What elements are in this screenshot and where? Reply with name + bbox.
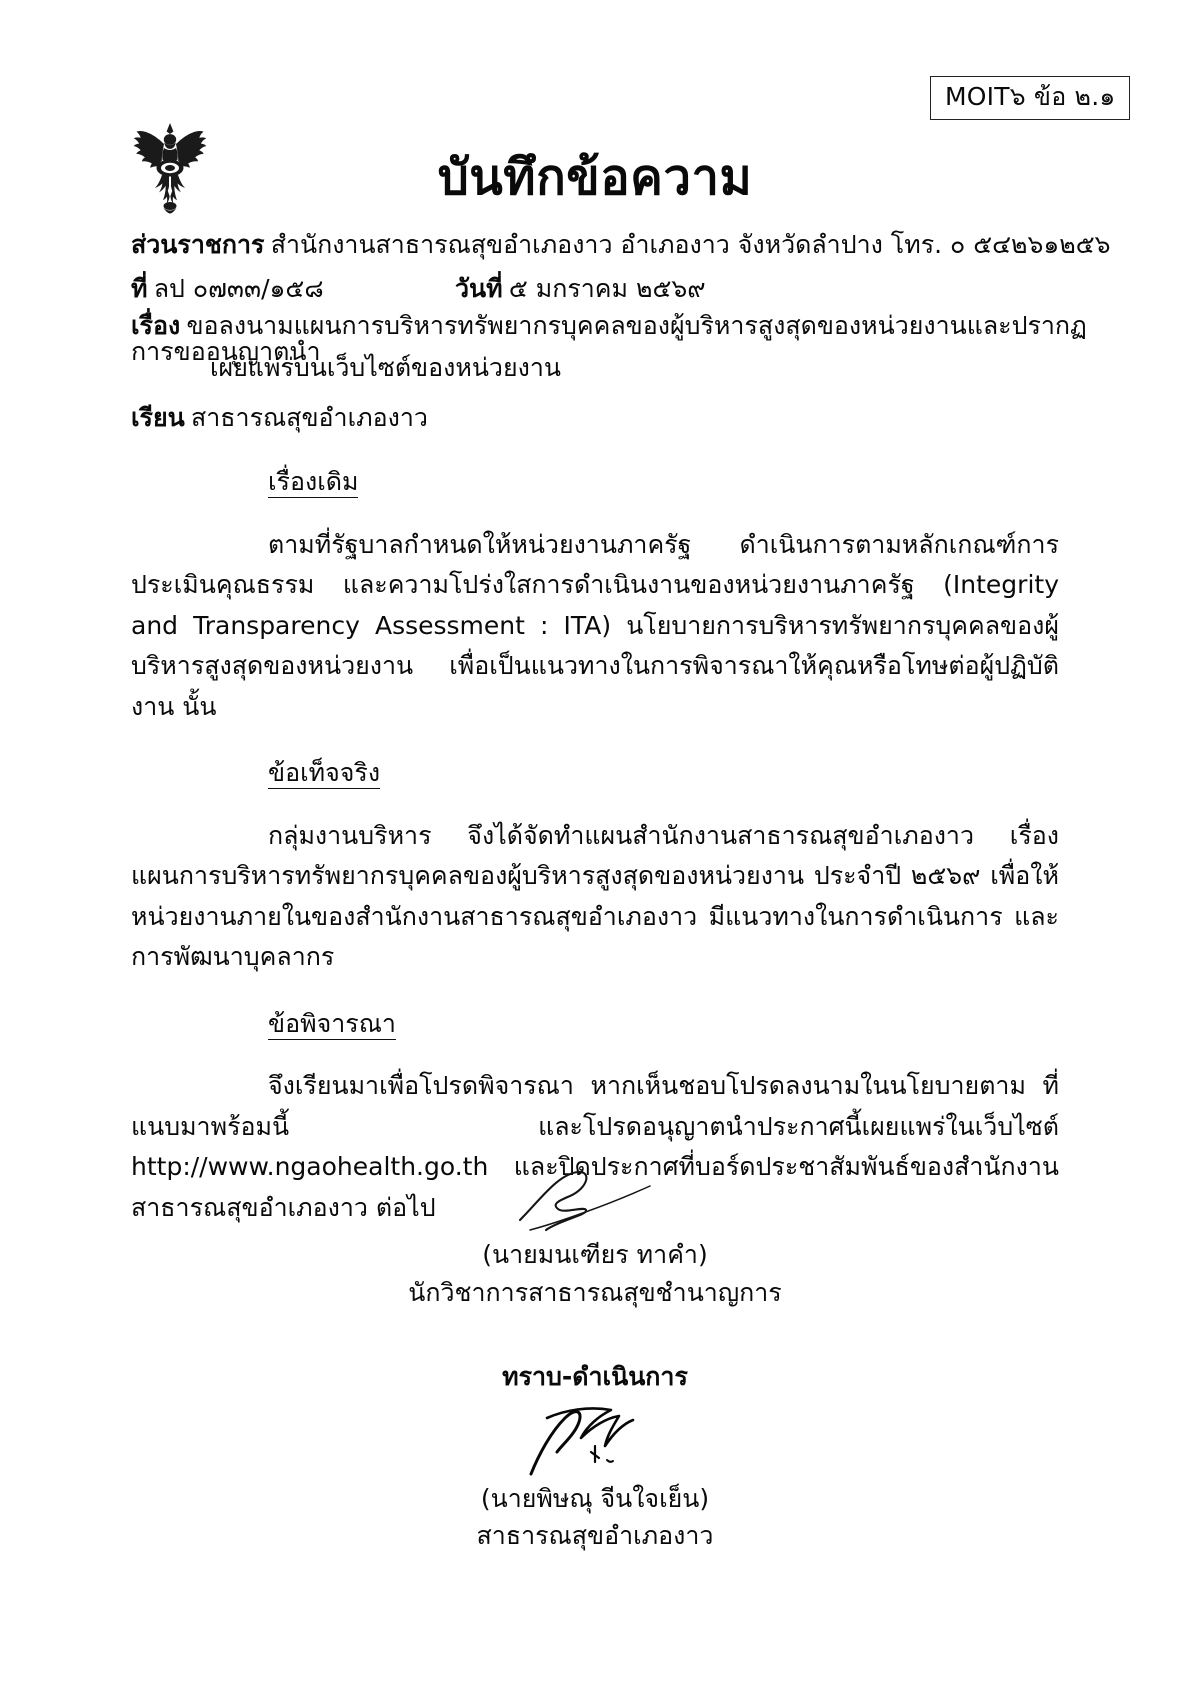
field-subject-label: เรื่อง — [131, 311, 181, 340]
paragraph-background: ตามที่รัฐบาลกำหนดให้หน่วยงานภาครัฐ ดำเนินการตามหลักเกณฑ์การประเมินคุณธรรม และความโปร่งใสการดำเนินงานของหน่วยงานภาครัฐ (Integrity and Transparency Assessment : ITA) นโยบายการบริหารทรัพยากรบุคคลของผู้บริหารสูงสุดของหน่วยงาน เพื่อเป็นแนวทางในการพิจารณาให้คุณหรือโทษต่อผู้ปฏิบัติงาน นั้น — [131, 529, 1059, 721]
paragraph-facts: กลุ่มงานบริหาร จึงได้จัดทำแผนสำนักงานสาธารณสุขอำเภองาว เรื่อง แผนการบริหารทรัพยากรบุคคลของผู้บริหารสูงสุดของหน่วยงาน ประจำปี ๒๕๖๙ เพื่อให้หน่วยงานภายในของสำนักงานสาธารณสุขอำเภองาว มีแนวทางในการดำเนินการ และการพัฒนาบุคลากร — [131, 820, 1059, 971]
signature-block-director — [0, 1358, 1190, 1555]
page-title: บันทึกข้อความ — [437, 149, 753, 206]
field-section-value: สำนักงานสาธารณสุขอำเภองาว อำเภองาว จังหวัดลำปาง โทร. ๐ ๕๔๒๖๑๒๕๖ — [270, 230, 1111, 259]
field-recipient — [131, 405, 1091, 431]
field-subject-value-2: เผยแพร่บนเว็บไซต์ของหน่วยงาน — [210, 353, 561, 382]
field-section-label: ส่วนราชการ — [131, 230, 265, 259]
field-section — [131, 230, 1111, 259]
section-heading-facts — [131, 753, 1059, 794]
signature-position-officer: นักวิชาการสาธารณสุขชำนาญการ — [408, 1277, 782, 1307]
signature-name-officer: (นายมนเฑียร ทาคำ) — [482, 1240, 708, 1269]
section-heading-background — [131, 462, 1059, 503]
paragraph-consideration: จึงเรียนมาเพื่อโปรดพิจารณา หากเห็นชอบโปรดลงนามในนโยบายตาม ที่แนบมาพร้อมนี้ และโปรดอนุญาตนำประกาศนี้เผยแพร่ในเว็บไซต์ http://www.ngaohealth.go.th และปิดประกาศที่บอร์ดประชาสัมพันธ์ของสำนักงานสาธารณสุขอำเภองาว ต่อไป — [131, 1071, 1059, 1222]
signature-position-director: สาธารณสุขอำเภองาว — [476, 1521, 714, 1550]
section-heading-consideration-text: ข้อพิจารณา — [268, 1008, 396, 1038]
signature-mark-director — [0, 1396, 1190, 1480]
section-heading-facts-text: ข้อเท็จจริง — [268, 758, 381, 787]
field-subject-value: ขอลงนามแผนการบริหารทรัพยากรบุคคลของผู้บริหารสูงสุดของหน่วยงานและปรากฏการขออนุญาตนำ — [131, 311, 1087, 366]
field-doc-number-label: ที่ — [131, 274, 148, 303]
field-recipient-value: สาธารณสุขอำเภองาว — [190, 403, 428, 432]
signature-name-director: (นายพิษณุ จีนใจเย็น) — [480, 1483, 710, 1513]
field-date — [455, 276, 1190, 302]
field-doc-number-value: ลป ๐๗๓๓/๑๕๘ — [153, 274, 324, 303]
signature-block-officer — [0, 1160, 1190, 1311]
field-recipient-label: เรียน — [131, 403, 185, 432]
moit-reference-stamp: MOIT๖ ข้อ ๒.๑ — [930, 76, 1130, 120]
field-subject-continued — [210, 355, 1170, 381]
field-date-label: วันที่ — [455, 274, 503, 303]
approval-note: ทราบ-ดำเนินการ — [502, 1362, 688, 1391]
document-body — [131, 462, 1059, 1232]
section-heading-consideration — [131, 1004, 1059, 1045]
field-date-value: ๕ มกราคม ๒๕๖๙ — [508, 274, 706, 303]
signature-mark-officer — [0, 1160, 1190, 1236]
section-heading-background-text: เรื่องเดิม — [268, 467, 359, 496]
